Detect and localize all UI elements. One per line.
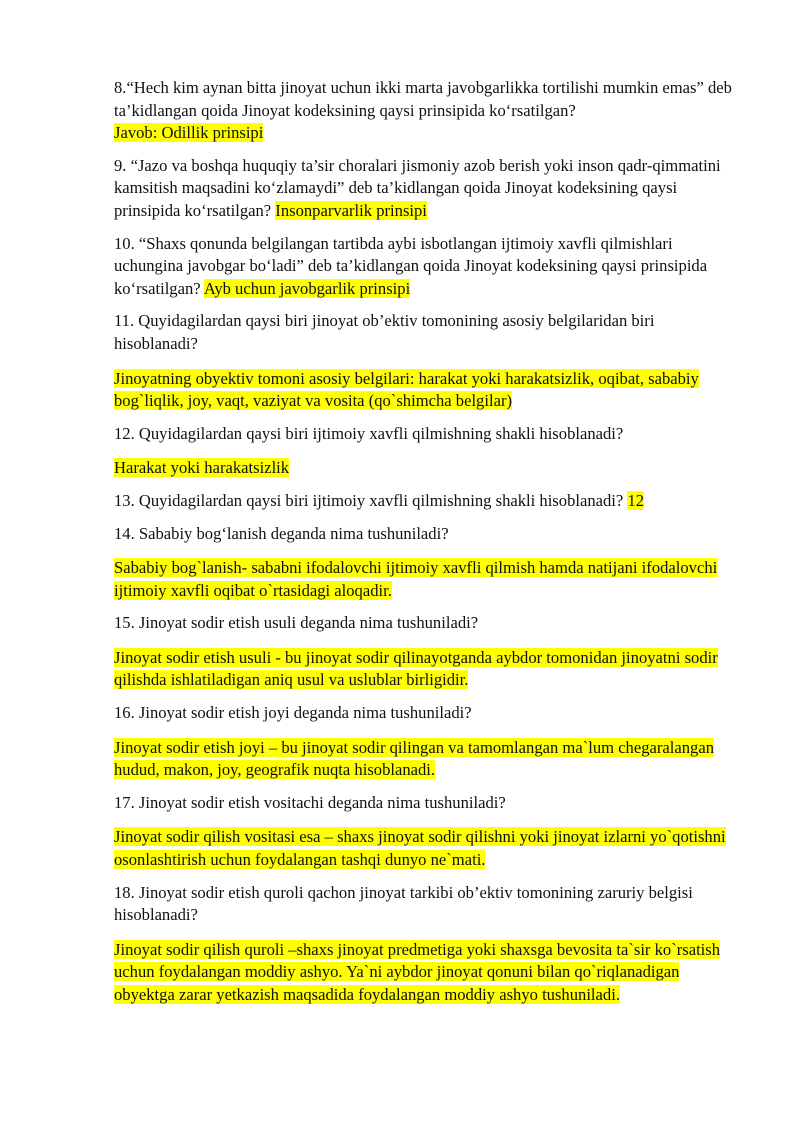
answer-paragraph <box>114 557 740 602</box>
answer-highlight: 12 <box>627 490 645 510</box>
question-text: 11. Quyidagilardan qaysi biri jinoyat ob’ektiv tomonining asosiy belgilaridan biri hisoblanadi? <box>114 311 655 353</box>
question-text: 16. Jinoyat sodir etish joyi deganda nima tushuniladi? <box>114 703 472 723</box>
answer-paragraph <box>114 368 740 413</box>
answer-highlight: Jinoyat sodir etish joyi – bu jinoyat sodir qilingan va tamomlangan ma`lum chegaralangan hudud, makon, joy, geografik nuqta hisoblanadi. <box>114 737 715 780</box>
qa-item-13 <box>114 490 740 513</box>
qa-item-16 <box>114 702 740 782</box>
qa-item-14 <box>114 523 740 603</box>
qa-item-12 <box>114 423 740 480</box>
answer-highlight: Ayb uchun javobgarlik prinsipi <box>203 278 411 298</box>
qa-item-11 <box>114 310 740 412</box>
qa-item-10 <box>114 233 740 301</box>
answer-highlight: Sababiy bog`lanish- sababni ifodalovchi ijtimoiy xavfli qilmish hamda natijani ifodalovchi ijtimoiy xavfli oqibat o`rtasidagi aloqadir. <box>114 558 718 600</box>
answer-paragraph <box>114 457 740 480</box>
answer-highlight: Jinoyat sodir etish usuli - bu jinoyat sodir qilinayotganda aybdor tomonidan jinoyatni sodir qilishda ishlatiladigan aniq usul va uslublar birligidir. <box>114 647 718 690</box>
question-text: 10. “Shaxs qonunda belgilangan tartibda aybi isbotlangan ijtimoiy xavfli qilmishlari uchungina javobgar bo‘ladi” deb ta’kidlangan qoida Jinoyat kodeksining qaysi prinsipida ko‘rsatilgan? Ayb uchun javobgarlik prinsipi <box>114 233 708 298</box>
question-text: 17. Jinoyat sodir etish vositachi deganda nima tushuniladi? <box>114 792 506 812</box>
qa-item-17 <box>114 792 740 872</box>
answer-paragraph <box>114 647 740 692</box>
answer-highlight: Jinoyat sodir qilish vositasi esa – shaxs jinoyat sodir qilishni yoki jinoyat izlarni yo`qotishni osonlashtirish uchun foydalangan tashqi dunyo ne`mati. <box>114 827 726 870</box>
answer-highlight: Harakat yoki harakatsizlik <box>114 458 290 478</box>
answer-highlight: Jinoyat sodir qilish quroli –shaxs jinoyat predmetiga yoki shaxsga bevosita ta`sir ko`rsatish uchun foydalangan moddiy ashyo. Ya`ni aybdor jinoyat qonuni bilan qo`riqlanadigan obyektga zarar yetkazish maqsadida foydalangan moddiy ashyo tushuniladi. <box>114 939 721 1004</box>
qa-item-8 <box>114 77 740 145</box>
qa-item-9 <box>114 155 740 223</box>
question-text: 18. Jinoyat sodir etish quroli qachon jinoyat tarkibi ob’ektiv tomonining zaruriy belgisi hisoblanadi? <box>114 882 693 925</box>
answer-highlight: Javob: Odillik prinsipi <box>114 123 264 143</box>
question-text: 12. Quyidagilardan qaysi biri ijtimoiy xavfli qilmishning shakli hisoblanadi? <box>114 423 624 443</box>
answer-paragraph <box>114 826 740 871</box>
answer-highlight: Jinoyatning obyektiv tomoni asosiy belgilari: harakat yoki harakatsizlik, oqibat, sababiy bog`liqlik, joy, vaqt, vaziyat va vosita (qo`shimcha belgilar) <box>114 368 699 411</box>
question-text: 13. Quyidagilardan qaysi biri ijtimoiy xavfli qilmishning shakli hisoblanadi? 12 <box>114 490 645 510</box>
qa-item-18 <box>114 882 740 1007</box>
question-text: 8.“Hech kim aynan bitta jinoyat uchun ikki marta javobgarlikka tortilishi mumkin emas” deb ta’kidlangan qoida Jinoyat kodeksining qaysi prinsipida ko‘rsatilgan? Javob: Odillik prinsipi <box>114 78 732 143</box>
qa-item-15 <box>114 612 740 692</box>
answer-paragraph <box>114 737 740 782</box>
question-text: 9. “Jazo va boshqa huquqiy ta’sir choralari jismoniy azob berish yoki inson qadr-qimmatini kamsitish maqsadini ko‘zlamaydi” deb ta’kidlangan qoida Jinoyat kodeksining qaysi prinsipida ko‘rsatilgan? Insonparvarlik prinsipi <box>114 155 721 220</box>
question-text: 14. Sababiy bog‘lanish deganda nima tushuniladi? <box>114 523 449 543</box>
question-text: 15. Jinoyat sodir etish usuli deganda nima tushuniladi? <box>114 613 479 633</box>
answer-paragraph <box>114 939 740 1007</box>
answer-highlight: Insonparvarlik prinsipi <box>275 200 427 220</box>
